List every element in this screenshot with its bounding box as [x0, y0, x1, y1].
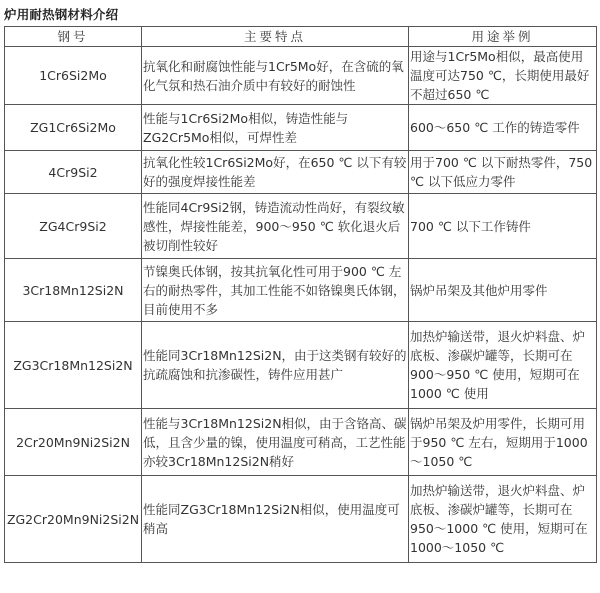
cell-uses: 用途与1Cr5Mo相似，最高使用温度可达750 ℃，长期使用最好不超过650 ℃: [409, 47, 597, 105]
table-row: [5, 47, 597, 105]
cell-features: 性能与3Cr18Mn12Si2N相似，由于含铬高、碳低，且含少量的镍，使用温度可稍高，工艺性能亦较3Cr18Mn12Si2N稍好: [142, 409, 409, 476]
cell-features: 抗氧化性较1Cr6Si2Mo好，在650 ℃ 以下有较好的强度焊接性能差: [142, 151, 409, 194]
header-features: 主要特点: [142, 27, 409, 47]
cell-uses: 加热炉输送带，退火炉料盘、炉底板、渗碳炉罐等，长期可在950～1000 ℃ 使用，短期可在1000～1050 ℃: [409, 476, 597, 563]
table-row: [5, 259, 597, 322]
table-row: [5, 322, 597, 409]
header-grade: 钢号: [5, 27, 142, 47]
cell-grade: 1Cr6Si2Mo: [5, 47, 142, 105]
table-row: [5, 194, 597, 259]
cell-grade: 3Cr18Mn12Si2N: [5, 259, 142, 322]
cell-grade: ZG4Cr9Si2: [5, 194, 142, 259]
cell-uses: 锅炉吊架及炉用零件，长期可用于950 ℃ 左右，短期用于1000～1050 ℃: [409, 409, 597, 476]
page-title: 炉用耐热钢材料介绍: [4, 7, 119, 22]
cell-features: 性能同4Cr9Si2钢，铸造流动性尚好，有裂纹敏感性，焊接性能差，900～950 ℃ 软化退火后被切削性较好: [142, 194, 409, 259]
cell-features: 抗氧化和耐腐蚀性能与1Cr5Mo好，在含硫的氧化气氛和热石油介质中有较好的耐蚀性: [142, 47, 409, 105]
steel-table: [4, 26, 597, 563]
table-header-row: [5, 27, 597, 47]
cell-features: 节镍奥氏体钢，按其抗氧化性可用于900 ℃ 左右的耐热零件，其加工性能不如铬镍奥氏体钢，目前使用不多: [142, 259, 409, 322]
cell-grade: ZG1Cr6Si2Mo: [5, 105, 142, 151]
cell-grade: ZG3Cr18Mn12Si2N: [5, 322, 142, 409]
table-row: [5, 105, 597, 151]
cell-features: 性能同3Cr18Mn12Si2N，由于这类钢有较好的抗疏腐蚀和抗渗碳性，铸件应用甚广: [142, 322, 409, 409]
cell-uses: 700 ℃ 以下工作铸件: [409, 194, 597, 259]
cell-features: 性能与1Cr6Si2Mo相似，铸造性能与ZG2Cr5Mo相似，可焊性差: [142, 105, 409, 151]
table-row: [5, 476, 597, 563]
table-row: [5, 151, 597, 194]
cell-uses: 600～650 ℃ 工作的铸造零件: [409, 105, 597, 151]
cell-uses: 加热炉输送带，退火炉料盘、炉底板、渗碳炉罐等，长期可在900～950 ℃ 使用，短期可在1000 ℃ 使用: [409, 322, 597, 409]
cell-grade: ZG2Cr20Mn9Ni2Si2N: [5, 476, 142, 563]
cell-features: 性能同ZG3Cr18Mn12Si2N相似，使用温度可稍高: [142, 476, 409, 563]
cell-uses: 用于700 ℃ 以下耐热零件，750 ℃ 以下低应力零件: [409, 151, 597, 194]
cell-grade: 4Cr9Si2: [5, 151, 142, 194]
table-row: [5, 409, 597, 476]
cell-uses: 锅炉吊架及其他炉用零件: [409, 259, 597, 322]
header-uses: 用途举例: [409, 27, 597, 47]
cell-grade: 2Cr20Mn9Ni2Si2N: [5, 409, 142, 476]
